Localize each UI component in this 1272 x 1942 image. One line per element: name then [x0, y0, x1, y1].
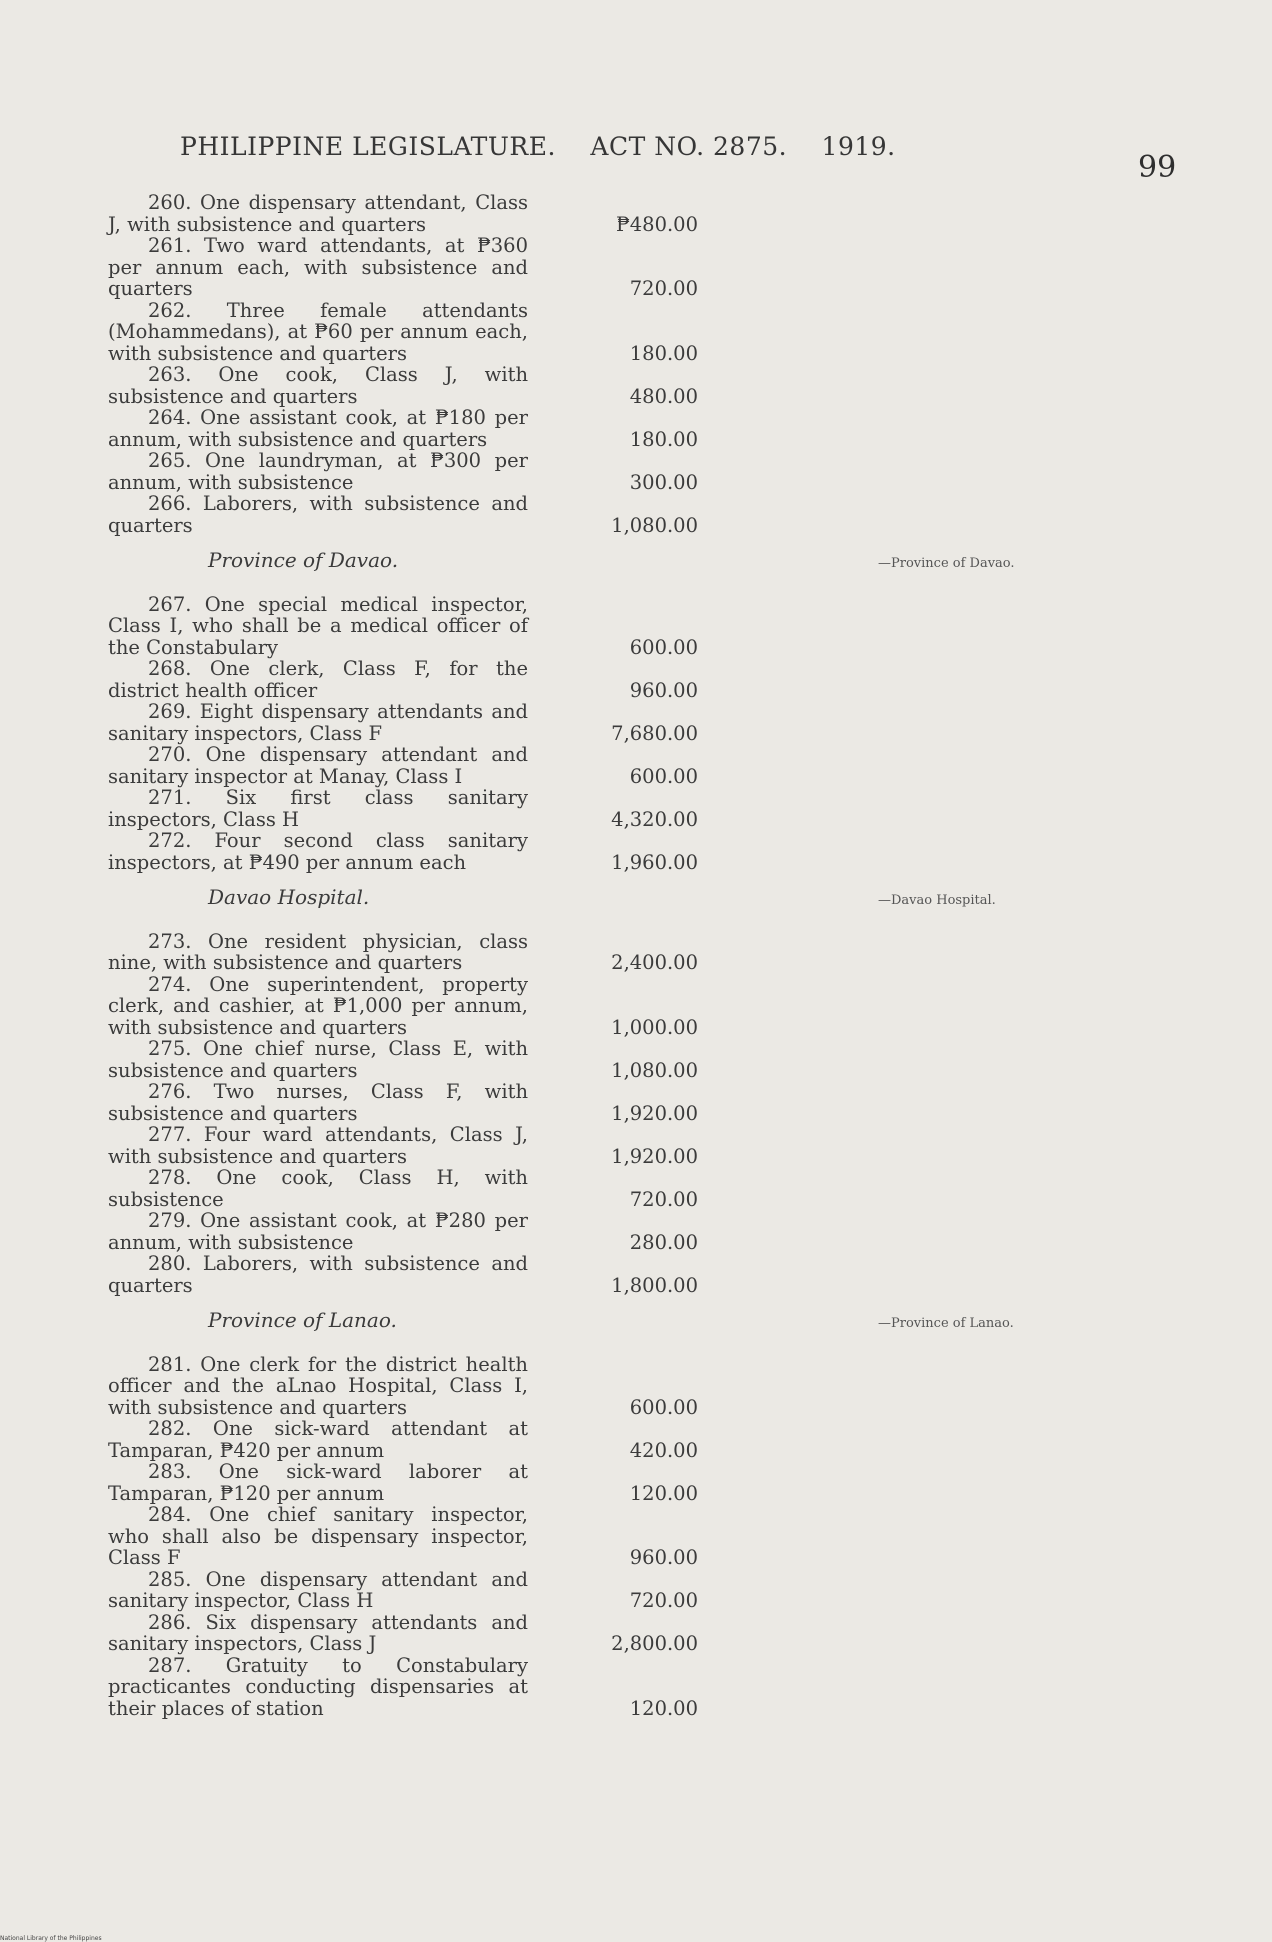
item-description: 279. One assistant cook, at ₱280 per annum, with subsistence — [108, 1209, 528, 1254]
header-year: 1919. — [821, 132, 896, 161]
item-amount: 180.00 — [629, 341, 698, 365]
item-amount: 960.00 — [629, 1546, 698, 1569]
item-description: 283. One sick-ward laborer at Tamparan, ₱120 per annum — [108, 1460, 528, 1505]
item-description: 282. One sick-ward attendant at Tamparan, ₱420 per annum — [108, 1417, 528, 1462]
list-item — [108, 492, 698, 537]
list-item — [108, 1252, 698, 1297]
item-description: 274. One superintendent, property clerk, and cashier, at ₱1,000 per annum, with subsistence and quarters — [108, 972, 528, 1039]
item-description: 287. Gratuity to Constabulary practicantes conducting dispensaries at their places of station — [108, 1653, 528, 1720]
item-amount: 600.00 — [629, 635, 698, 659]
header-legislature: PHILIPPINE LEGISLATURE. — [180, 132, 556, 161]
item-description: 276. Two nurses, Class F, with subsistence and quarters — [108, 1080, 528, 1125]
list-item — [108, 1567, 698, 1612]
margin-note: —Davao Hospital. — [878, 893, 996, 908]
item-amount: 2,400.00 — [611, 951, 698, 974]
item-description: 270. One dispensary attendant and sanitary inspector at Manay, Class I — [108, 743, 528, 788]
list-item — [108, 1503, 698, 1569]
list-item — [108, 929, 698, 974]
list-item — [108, 657, 698, 702]
item-description: 285. One dispensary attendant and sanitary inspector, Class H — [108, 1567, 528, 1612]
item-amount: 420.00 — [629, 1438, 698, 1462]
item-amount: 7,680.00 — [611, 721, 698, 745]
list-item — [108, 449, 698, 494]
item-description: 267. One special medical inspector, Class I, who shall be a medical officer of the Constabulary — [108, 592, 528, 659]
list-item — [108, 191, 698, 236]
item-amount: 4,320.00 — [611, 807, 698, 831]
list-item — [108, 829, 698, 874]
item-description: 265. One laundryman, at ₱300 per annum, with subsistence — [108, 449, 528, 494]
item-description: 281. One clerk for the district health officer and the aLnao Hospital, Class I, with subsistence and quarters — [108, 1352, 528, 1419]
list-item — [108, 1166, 698, 1211]
list-item — [108, 363, 698, 408]
item-amount: 120.00 — [629, 1696, 698, 1720]
item-description: 269. Eight dispensary attendants and sanitary inspectors, Class F — [108, 700, 528, 745]
item-description: 263. One cook, Class J, with subsistence and quarters — [108, 363, 528, 408]
appropriation-list — [108, 191, 698, 1720]
list-item — [108, 1080, 698, 1125]
margin-note: —Province of Lanao. — [878, 1316, 1014, 1331]
item-amount: 2,800.00 — [611, 1632, 698, 1655]
item-description: 278. One cook, Class H, with subsistence — [108, 1166, 528, 1211]
list-item — [108, 1610, 698, 1655]
item-description: 260. One dispensary attendant, Class J, with subsistence and quarters — [108, 191, 528, 236]
list-item — [108, 700, 698, 745]
item-amount: 480.00 — [629, 384, 698, 408]
list-item — [108, 1123, 698, 1168]
section-heading: Province of Lanao. — [208, 1308, 397, 1332]
list-item — [108, 1653, 698, 1720]
item-amount: 720.00 — [629, 1589, 698, 1612]
page-number: 99 — [1138, 150, 1177, 185]
item-description: 264. One assistant cook, at ₱180 per annum, with subsistence and quarters — [108, 406, 528, 451]
item-description: 284. One chief sanitary inspector, who shall also be dispensary inspector, Class F — [108, 1503, 528, 1569]
list-item — [108, 1037, 698, 1082]
list-item — [108, 743, 698, 788]
item-description: 280. Laborers, with subsistence and quarters — [108, 1252, 528, 1297]
list-item — [108, 298, 698, 365]
item-description: 262. Three female attendants (Mohammedans), at ₱60 per annum each, with subsistence and quarters — [108, 298, 528, 365]
header-act: ACT NO. 2875. — [590, 132, 788, 161]
list-item — [108, 406, 698, 451]
item-amount: 1,800.00 — [611, 1273, 698, 1297]
list-item — [108, 972, 698, 1039]
item-amount: 960.00 — [629, 678, 698, 702]
list-item — [108, 234, 698, 300]
item-description: 268. One clerk, Class F, for the district health officer — [108, 657, 528, 702]
footer-credit: National Library of the Philippines — [0, 1935, 102, 1942]
item-amount: 720.00 — [629, 1187, 698, 1211]
list-item — [108, 1352, 698, 1419]
item-amount: 600.00 — [629, 1395, 698, 1419]
list-item — [108, 1209, 698, 1254]
item-amount: 1,080.00 — [611, 513, 698, 537]
item-amount: 1,000.00 — [611, 1015, 698, 1039]
item-amount: 1,920.00 — [611, 1144, 698, 1168]
item-amount: 300.00 — [629, 470, 698, 494]
item-description: 277. Four ward attendants, Class J, with subsistence and quarters — [108, 1123, 528, 1168]
item-description: 273. One resident physician, class nine, with subsistence and quarters — [108, 929, 528, 974]
item-amount: 1,920.00 — [611, 1101, 698, 1125]
item-description: 266. Laborers, with subsistence and quarters — [108, 492, 528, 537]
list-item — [108, 592, 698, 659]
item-amount: 120.00 — [629, 1481, 698, 1505]
section-heading: Davao Hospital. — [208, 885, 370, 909]
list-item — [108, 786, 698, 831]
item-amount: 720.00 — [629, 277, 698, 300]
item-description: 275. One chief nurse, Class E, with subsistence and quarters — [108, 1037, 528, 1082]
margin-note: —Province of Davao. — [878, 556, 1015, 571]
item-description: 286. Six dispensary attendants and sanitary inspectors, Class J — [108, 1610, 528, 1655]
item-amount: 600.00 — [629, 764, 698, 788]
item-amount: 280.00 — [629, 1230, 698, 1254]
item-amount: 1,960.00 — [611, 850, 698, 874]
item-description: 271. Six first class sanitary inspectors, Class H — [108, 786, 528, 831]
list-item — [108, 1460, 698, 1505]
list-item — [108, 1417, 698, 1462]
section-heading: Province of Davao. — [208, 548, 399, 572]
item-description: 261. Two ward attendants, at ₱360 per annum each, with subsistence and quarters — [108, 234, 528, 300]
item-amount: ₱480.00 — [616, 212, 698, 236]
item-description: 272. Four second class sanitary inspectors, at ₱490 per annum each — [108, 829, 528, 874]
running-header — [180, 132, 922, 161]
item-amount: 180.00 — [629, 427, 698, 451]
item-amount: 1,080.00 — [611, 1058, 698, 1082]
